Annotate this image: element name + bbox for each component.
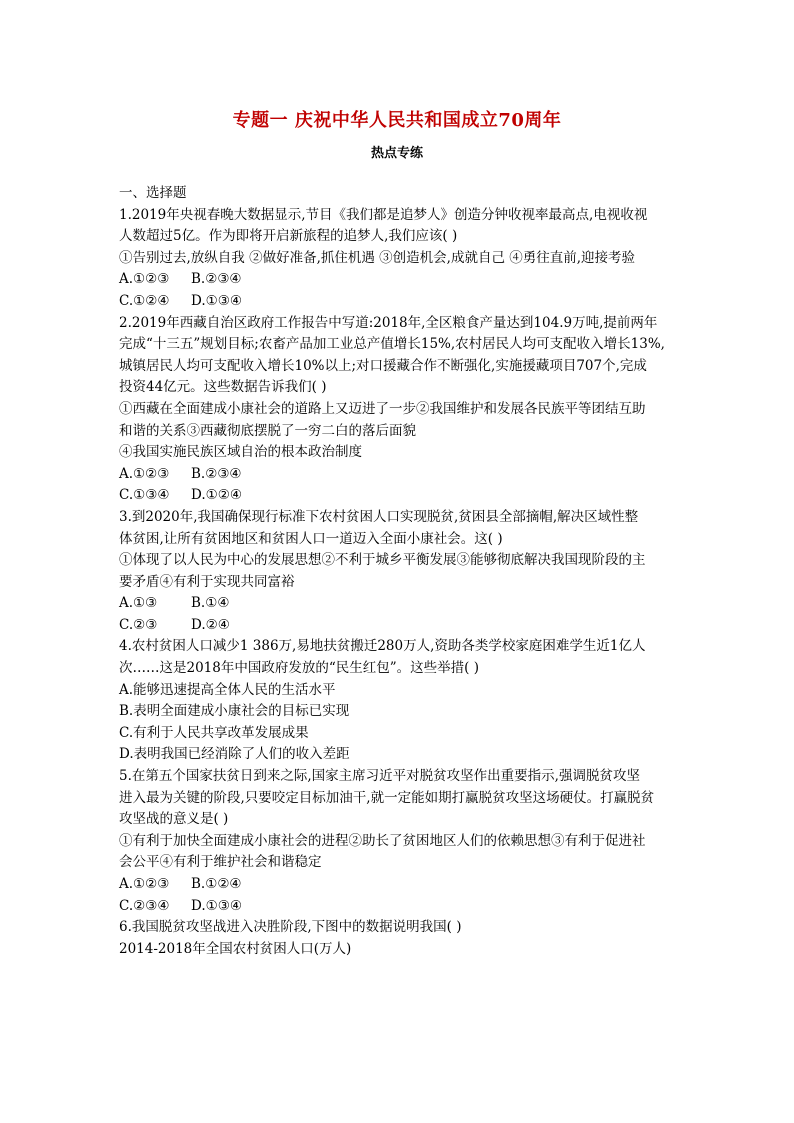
question-item-line: ①告别过去,放纵自我 ②做好准备,抓住机遇 ③创造机会,成就自己 ④勇往直前,迎接考验 <box>119 249 636 266</box>
question-stem-line: 次……这是2018年中国政府发放的“民生红包”。这些举措( ) <box>119 660 479 677</box>
question-stem-line: 完成“十三五”规划目标;农畜产品加工业总产值增长15%,农村居民人均可支配收入增长13%, <box>119 336 665 353</box>
choice-option: C.①②④ <box>119 292 170 309</box>
page-title: 专题一 庆祝中华人民共和国成立70周年 <box>232 110 562 131</box>
choice-option: A.①③ <box>119 595 158 612</box>
choice-option: B.①②④ <box>191 876 242 892</box>
choice-option: C.②③④ <box>119 897 170 914</box>
choice-row <box>119 896 679 918</box>
question-item-line: ①有利于加快全面建成小康社会的进程②助长了贫困地区人们的依赖思想③有利于促进社 <box>119 832 646 849</box>
question-3 <box>119 507 679 637</box>
choice-option: B.表明全面建成小康社会的目标已实现 <box>119 703 350 720</box>
choice-row <box>119 593 679 615</box>
choice-option: A.①②③ <box>119 876 170 892</box>
question-2 <box>119 313 679 507</box>
question-stem-line: 投资44亿元。这些数据告诉我们( ) <box>119 379 327 396</box>
page-subtitle: 热点专练 <box>370 146 423 161</box>
question-item-line: ④我国实施民族区域自治的根本政治制度 <box>119 444 362 461</box>
question-item-line: ①西藏在全面建成小康社会的道路上又迈进了一步②我国维护和发展各民族平等团结互助 <box>119 400 646 417</box>
choice-row <box>119 874 679 896</box>
question-stem-line: 2.2019年西藏自治区政府工作报告中写道:2018年,全区粮食产量达到104.9万吨,提前两年 <box>119 314 658 331</box>
figure-caption: 2014-2018年全国农村贫困人口(万人) <box>119 940 352 957</box>
question-stem-line: 城镇居民人均可支配收入增长10%以上;对口援藏合作不断强化,实施援藏项目707个,完成 <box>119 357 647 374</box>
question-stem-line: 6.我国脱贫攻坚战进入决胜阶段,下图中的数据说明我国( ) <box>119 919 462 936</box>
choice-option: D.①③④ <box>191 897 242 914</box>
choice-row <box>119 615 679 637</box>
choice-option: D.①②④ <box>191 487 242 504</box>
choice-row <box>119 291 679 313</box>
question-stem-line: 5.在第五个国家扶贫日到来之际,国家主席习近平对脱贫攻坚作出重要指示,强调脱贫攻坚 <box>119 768 640 785</box>
choice-option: A.①②③ <box>119 465 170 482</box>
choice-option: C.有利于人民共享改革发展成果 <box>119 724 309 741</box>
choice-option: A.①②③ <box>119 271 170 288</box>
choice-row <box>119 464 679 486</box>
question-stem-line: 1.2019年央视春晚大数据显示,节目《我们都是追梦人》创造分钟收视率最高点,电视收视 <box>119 206 648 223</box>
question-item-line: 要矛盾④有利于实现共同富裕 <box>119 573 295 590</box>
question-5 <box>119 766 679 917</box>
choice-option: C.②③ <box>119 616 158 633</box>
choice-option: A.能够迅速提高全体人民的生活水平 <box>119 681 336 698</box>
choice-option: D.②④ <box>191 616 230 633</box>
question-item-line: 和谐的关系③西藏彻底摆脱了一穷二白的落后面貌 <box>119 422 416 439</box>
choice-option: B.②③④ <box>191 271 242 288</box>
section-heading: 一、选择题 <box>119 185 187 201</box>
question-1 <box>119 205 679 313</box>
choice-row <box>119 269 679 291</box>
question-stem-line: 人数超过5亿。作为即将开启新旅程的追梦人,我们应该( ) <box>119 228 458 245</box>
question-item-line: ①体现了以人民为中心的发展思想②不利于城乡平衡发展③能够彻底解决我国现阶段的主 <box>119 552 646 569</box>
question-stem-line: 进入最为关键的阶段,只要咬定目标加油干,就一定能如期打赢脱贫攻坚这场硬仗。打赢脱贫 <box>119 789 655 806</box>
choice-option: C.①③④ <box>119 487 170 504</box>
choice-option: D.①③④ <box>191 292 242 309</box>
question-stem-line: 3.到2020年,我国确保现行标准下农村贫困人口实现脱贫,贫困县全部摘帽,解决区域性整 <box>119 508 639 525</box>
question-item-line: 会公平④有利于维护社会和谐稳定 <box>119 854 322 871</box>
exercise-content <box>119 183 679 960</box>
choice-option: B.①④ <box>191 595 230 612</box>
question-stem-line: 4.农村贫困人口减少1 386万,易地扶贫搬迁280万人,资助各类学校家庭困难学生近1亿人 <box>119 638 646 655</box>
question-stem-line: 体贫困,让所有贫困地区和贫困人口一道迈入全面小康社会。这( ) <box>119 530 503 547</box>
question-stem-line: 攻坚战的意义是( ) <box>119 811 229 828</box>
question-4 <box>119 636 679 766</box>
choice-row <box>119 485 679 507</box>
question-6 <box>119 917 679 960</box>
choice-option: B.②③④ <box>191 465 242 482</box>
choice-option: D.表明我国已经消除了人们的收入差距 <box>119 746 350 763</box>
